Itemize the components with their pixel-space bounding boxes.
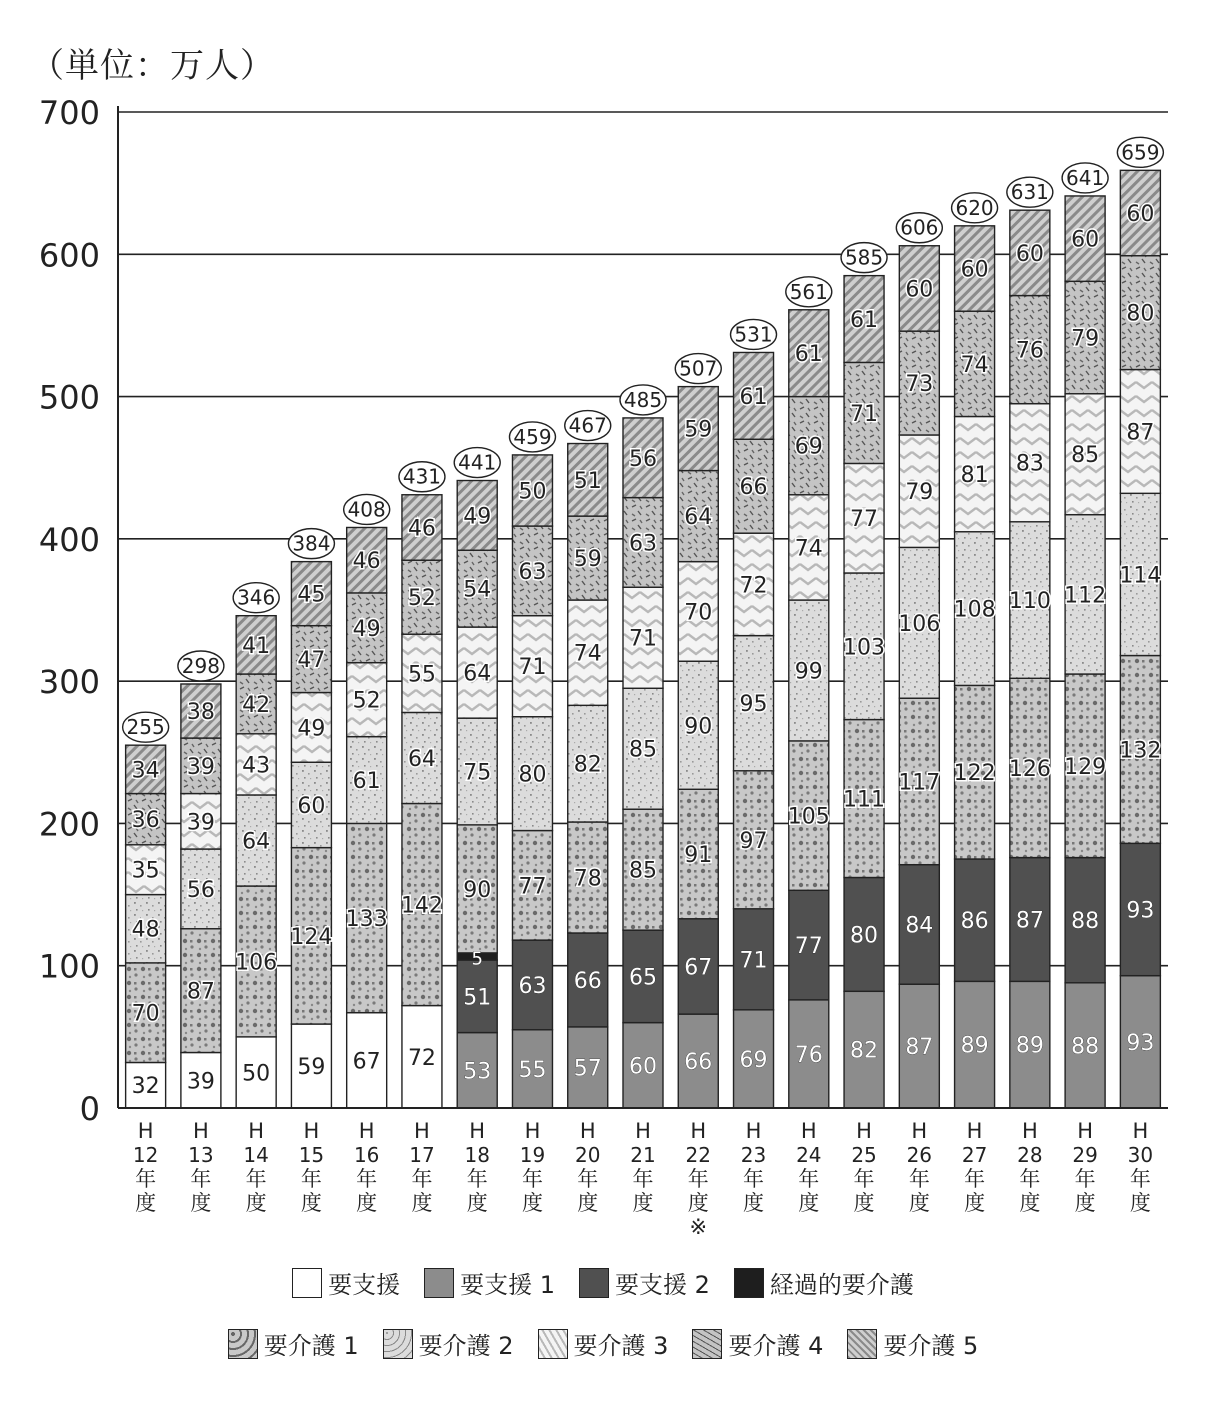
x-tick-label: H: [358, 1119, 375, 1143]
x-tick-label: 30: [1127, 1143, 1154, 1167]
legend-item: [424, 1265, 555, 1300]
segment-value-label: 124: [290, 924, 333, 950]
x-tick-label: 年: [908, 1167, 930, 1191]
segment-value-label: 59: [573, 547, 602, 573]
segment-value-label: 67: [352, 1049, 381, 1075]
segment-value-label: 46: [352, 549, 381, 575]
segment-value-label: 36: [131, 808, 160, 834]
x-tick-label: 年: [411, 1167, 433, 1191]
x-tick-label: 度: [964, 1191, 986, 1215]
legend-item: [734, 1265, 914, 1300]
x-tick-label: H: [524, 1119, 541, 1143]
segment-value-label: 45: [297, 582, 326, 608]
segment-value-label: 46: [407, 516, 436, 542]
total-label: 620: [955, 195, 994, 220]
x-tick-label: 年: [300, 1167, 322, 1191]
segment-value-label: 80: [1126, 301, 1155, 327]
x-tick-label: 23: [740, 1143, 767, 1167]
segment-value-label: 66: [684, 1050, 713, 1076]
legend-label: 要介護 4: [728, 1332, 824, 1360]
total-label: 641: [1066, 165, 1105, 190]
x-tick-label: ※: [689, 1215, 708, 1239]
total-label: 606: [900, 215, 939, 240]
x-tick-label: H: [248, 1119, 265, 1143]
segment-value-label: 76: [794, 1042, 823, 1068]
segment-value-label: 60: [960, 257, 989, 283]
segment-value-label: 82: [850, 1038, 879, 1064]
x-tick-label: 29: [1072, 1143, 1098, 1167]
segment-value-label: 74: [960, 352, 989, 378]
legend-swatch: [734, 1268, 764, 1298]
x-tick-label: H: [192, 1119, 209, 1143]
segment-value-label: 39: [186, 1069, 215, 1095]
x-tick-label: H: [800, 1119, 817, 1143]
segment-value-label: 82: [573, 752, 602, 778]
x-tick-label: H: [911, 1119, 928, 1143]
x-tick-label: 25: [851, 1143, 877, 1167]
segment-value-label: 85: [1071, 443, 1100, 469]
total-label: 459: [513, 424, 552, 449]
segment-value-label: 106: [898, 611, 941, 637]
legend-swatch: [424, 1268, 454, 1298]
x-tick-label: H: [1021, 1119, 1038, 1143]
segment-value-label: 79: [905, 480, 934, 506]
segment-value-label: 71: [518, 655, 547, 681]
segment-value-label: 108: [953, 597, 996, 623]
segment-value-label: 69: [794, 434, 823, 460]
x-tick-label: 年: [1129, 1167, 1151, 1191]
segment-value-label: 133: [345, 907, 388, 933]
x-tick-label: 度: [300, 1191, 322, 1215]
segment-value-label: 77: [850, 507, 879, 533]
legend-swatch: [228, 1329, 258, 1359]
segment-value-label: 65: [629, 965, 657, 991]
total-label: 431: [402, 464, 442, 489]
segment-value-label: 77: [518, 874, 547, 900]
total-label: 384: [292, 531, 331, 556]
legend-label: 要支援 1: [460, 1271, 555, 1299]
segment-value-label: 79: [1071, 326, 1100, 352]
segment-value-label: 51: [463, 985, 492, 1011]
segment-value-label: 76: [1015, 338, 1044, 364]
x-tick-label: 22: [685, 1143, 711, 1167]
segment-value-label: 117: [898, 770, 941, 796]
segment-value-label: 74: [794, 536, 823, 562]
total-label: 408: [347, 497, 386, 522]
segment-value-label: 56: [186, 877, 215, 903]
legend-swatch: [292, 1268, 322, 1298]
legend-label: 要介護 2: [418, 1332, 514, 1360]
segment-value-label: 71: [850, 401, 879, 427]
segment-value-label: 90: [684, 714, 713, 740]
total-label: 507: [679, 356, 718, 381]
x-tick-label: H: [856, 1119, 872, 1143]
segment-value-label: 122: [953, 761, 996, 787]
segment-value-label: 60: [629, 1054, 657, 1080]
legend-row-1: [0, 1265, 1206, 1300]
x-tick-label: 年: [1074, 1167, 1096, 1191]
x-tick-label: 年: [245, 1167, 267, 1191]
x-tick-label: 度: [466, 1191, 488, 1215]
x-tick-label: 18: [464, 1143, 490, 1167]
legend-swatch: [579, 1268, 609, 1298]
segment-value-label: 70: [684, 600, 713, 626]
segment-value-label: 60: [297, 793, 326, 819]
segment-value-label: 5: [471, 948, 483, 970]
y-tick-label: 0: [79, 1090, 100, 1128]
segment-value-label: 41: [242, 633, 271, 659]
segment-value-label: 63: [518, 559, 547, 585]
segment-value-label: 93: [1126, 1030, 1155, 1056]
x-tick-label: 年: [466, 1167, 488, 1191]
segment-value-label: 59: [684, 417, 713, 443]
segment-value-label: 88: [1071, 909, 1100, 935]
segment-value-label: 61: [794, 342, 823, 368]
segment-value-label: 52: [407, 586, 436, 612]
segment-value-label: 86: [960, 909, 989, 935]
segment-value-label: 87: [1015, 908, 1044, 934]
x-tick-label: 度: [798, 1191, 820, 1215]
legend-swatch: [847, 1329, 877, 1359]
unit-label: （単位：万人）: [30, 46, 275, 86]
legend-item: [847, 1326, 978, 1361]
segment-value-label: 49: [463, 504, 492, 530]
segment-value-label: 66: [573, 968, 602, 994]
total-label: 298: [181, 653, 220, 678]
y-tick-label: 100: [38, 947, 100, 986]
x-tick-label: H: [1077, 1119, 1094, 1143]
segment-value-label: 60: [1015, 241, 1044, 267]
x-tick-label: 度: [908, 1191, 930, 1215]
segment-value-label: 85: [629, 737, 657, 763]
legend-label: 要介護 5: [883, 1332, 979, 1360]
total-label: 659: [1121, 140, 1160, 165]
x-tick-label: 13: [188, 1143, 214, 1167]
segment-value-label: 81: [960, 463, 989, 489]
segment-value-label: 64: [463, 661, 492, 687]
total-label: 467: [568, 413, 607, 438]
x-tick-label: H: [579, 1119, 596, 1143]
segment-value-label: 32: [131, 1074, 160, 1100]
x-tick-label: 度: [1019, 1191, 1041, 1215]
y-tick-label: 400: [38, 520, 100, 559]
x-tick-label: 28: [1017, 1143, 1043, 1167]
segment-value-label: 55: [407, 662, 436, 688]
x-tick-label: 度: [356, 1191, 378, 1215]
segment-value-label: 72: [407, 1045, 436, 1071]
y-tick-label: 500: [38, 378, 100, 417]
segment-value-label: 87: [905, 1035, 934, 1061]
segment-value-label: 47: [297, 648, 326, 674]
legend-item: [228, 1326, 359, 1361]
segment-value-label: 77: [794, 934, 823, 960]
x-tick-label: 年: [687, 1167, 709, 1191]
segment-value-label: 114: [1119, 563, 1162, 589]
segment-value-label: 129: [1064, 754, 1107, 780]
total-label: 485: [623, 387, 663, 412]
segment-value-label: 111: [843, 787, 886, 813]
legend-item: [579, 1265, 710, 1300]
x-tick-label: 度: [521, 1191, 543, 1215]
segment-value-label: 106: [235, 950, 278, 976]
x-tick-label: 20: [575, 1143, 601, 1167]
segment-value-label: 83: [1015, 451, 1044, 477]
legend-swatch: [383, 1329, 413, 1359]
legend-label: 経過的要介護: [769, 1271, 914, 1299]
segment-value-label: 35: [131, 858, 160, 884]
segment-value-label: 78: [573, 866, 602, 892]
segment-value-label: 70: [131, 1001, 160, 1027]
segment-value-label: 38: [186, 700, 215, 726]
segment-value-label: 52: [352, 688, 381, 714]
segment-value-label: 73: [905, 372, 934, 398]
segment-value-label: 63: [629, 531, 657, 557]
segment-value-label: 56: [629, 446, 657, 472]
segment-value-label: 97: [739, 828, 768, 854]
x-tick-label: 27: [961, 1143, 988, 1167]
x-tick-label: 年: [521, 1167, 543, 1191]
x-tick-label: 12: [132, 1143, 159, 1167]
legend-item: [383, 1326, 514, 1361]
segment-value-label: 89: [1015, 1033, 1044, 1059]
legend-label: 要支援 2: [615, 1271, 710, 1299]
x-tick-label: 度: [245, 1191, 267, 1215]
segment-value-label: 99: [794, 659, 823, 685]
segment-value-label: 103: [843, 635, 886, 661]
segment-value-label: 49: [297, 716, 326, 742]
x-tick-label: 度: [1129, 1191, 1151, 1215]
x-tick-label: 度: [632, 1191, 654, 1215]
legend-label: 要介護 3: [573, 1332, 669, 1360]
segment-value-label: 105: [787, 804, 830, 830]
total-label: 441: [458, 450, 497, 475]
segment-value-label: 80: [518, 762, 547, 788]
x-tick-label: 度: [1074, 1191, 1096, 1215]
x-tick-label: H: [414, 1119, 430, 1143]
segment-value-label: 71: [739, 948, 768, 974]
x-tick-label: 年: [1019, 1167, 1041, 1191]
segment-value-label: 39: [186, 810, 215, 836]
x-tick-label: 年: [964, 1167, 986, 1191]
x-tick-label: 年: [577, 1167, 599, 1191]
segment-value-label: 53: [463, 1059, 492, 1085]
segment-value-label: 61: [850, 308, 879, 334]
x-tick-label: 16: [353, 1143, 380, 1167]
total-label: 531: [734, 322, 773, 347]
segment-value-label: 63: [518, 973, 547, 999]
x-tick-label: 19: [519, 1143, 546, 1167]
segment-value-label: 42: [242, 692, 271, 718]
segment-value-label: 60: [905, 277, 934, 303]
x-tick-label: 度: [411, 1191, 433, 1215]
legend-swatch: [692, 1329, 722, 1359]
segment-value-label: 61: [352, 769, 381, 795]
x-tick-label: 年: [135, 1167, 157, 1191]
segment-value-label: 126: [1008, 756, 1051, 782]
legend-label: 要支援: [328, 1271, 401, 1299]
segment-value-label: 64: [407, 746, 436, 772]
x-tick-label: 15: [298, 1143, 325, 1167]
segment-value-label: 75: [463, 760, 492, 786]
x-tick-label: 年: [743, 1167, 765, 1191]
segment-value-label: 72: [739, 573, 768, 599]
segment-value-label: 112: [1064, 583, 1107, 609]
segment-value-label: 48: [131, 917, 160, 943]
segment-value-label: 50: [242, 1061, 271, 1087]
legend-item: [538, 1326, 669, 1361]
segment-value-label: 34: [131, 758, 160, 784]
segment-value-label: 60: [1126, 202, 1155, 228]
segment-value-label: 59: [297, 1055, 326, 1081]
segment-value-label: 60: [1071, 227, 1100, 253]
total-label: 585: [844, 245, 884, 270]
segment-value-label: 85: [629, 858, 657, 884]
segment-value-label: 61: [739, 384, 768, 410]
x-tick-label: 年: [853, 1167, 875, 1191]
x-tick-label: 度: [135, 1191, 157, 1215]
y-tick-label: 200: [38, 805, 100, 844]
x-tick-label: 年: [190, 1167, 212, 1191]
total-label: 255: [126, 715, 165, 740]
x-tick-label: 年: [356, 1167, 378, 1191]
segment-value-label: 74: [573, 641, 602, 667]
x-tick-label: 年: [632, 1167, 654, 1191]
total-label: 631: [1010, 180, 1049, 205]
segment-value-label: 90: [463, 877, 492, 903]
x-tick-label: H: [303, 1119, 320, 1143]
legend-item: [692, 1326, 823, 1361]
segment-value-label: 89: [960, 1033, 989, 1059]
segment-value-label: 51: [573, 468, 602, 494]
x-tick-label: 度: [687, 1191, 709, 1215]
x-tick-label: H: [1132, 1119, 1149, 1143]
segment-value-label: 64: [242, 829, 271, 855]
segment-value-label: 110: [1008, 589, 1051, 615]
segment-value-label: 54: [463, 577, 492, 603]
x-tick-label: 17: [409, 1143, 435, 1167]
segment-value-label: 132: [1119, 738, 1162, 764]
segment-value-label: 84: [905, 913, 934, 939]
segment-value-label: 87: [1126, 420, 1155, 446]
segment-value-label: 71: [629, 626, 657, 652]
x-tick-label: 度: [853, 1191, 875, 1215]
segment-value-label: 95: [739, 692, 768, 718]
segment-value-label: 91: [684, 843, 713, 869]
x-tick-label: H: [690, 1119, 707, 1143]
legend-label: 要介護 1: [263, 1332, 359, 1360]
segment-value-label: 57: [573, 1056, 602, 1082]
segment-value-label: 66: [739, 475, 768, 501]
legend-swatch: [538, 1329, 568, 1359]
segment-value-label: 50: [518, 479, 547, 505]
segment-value-label: 67: [684, 955, 713, 981]
x-tick-label: H: [469, 1119, 486, 1143]
x-tick-label: 度: [743, 1191, 765, 1215]
x-tick-label: 26: [906, 1143, 933, 1167]
total-label: 561: [789, 279, 828, 304]
y-tick-label: 600: [38, 236, 100, 275]
segment-value-label: 55: [518, 1057, 547, 1083]
segment-value-label: 49: [352, 616, 381, 642]
segment-value-label: 93: [1126, 898, 1155, 924]
legend-row-2: [0, 1326, 1206, 1361]
x-tick-label: 度: [577, 1191, 599, 1215]
x-tick-label: 14: [243, 1143, 269, 1167]
x-tick-label: 24: [796, 1143, 822, 1167]
total-label: 346: [237, 585, 276, 610]
x-tick-label: H: [635, 1119, 651, 1143]
y-tick-label: 700: [38, 94, 100, 132]
x-tick-label: H: [966, 1119, 983, 1143]
x-tick-label: 21: [630, 1143, 656, 1167]
segment-value-label: 43: [242, 753, 271, 779]
segment-value-label: 39: [186, 754, 215, 780]
y-tick-label: 300: [38, 663, 100, 702]
segment-value-label: 88: [1071, 1034, 1100, 1060]
x-tick-label: H: [745, 1119, 762, 1143]
segment-value-label: 80: [850, 923, 879, 949]
x-tick-label: H: [137, 1119, 154, 1143]
segment-value-label: 64: [684, 505, 713, 531]
segment-value-label: 87: [186, 979, 215, 1005]
x-tick-label: 度: [190, 1191, 212, 1215]
legend-item: [292, 1265, 400, 1300]
segment-value-label: 69: [739, 1047, 768, 1073]
segment-value-label: 142: [400, 893, 443, 919]
x-tick-label: 年: [798, 1167, 820, 1191]
